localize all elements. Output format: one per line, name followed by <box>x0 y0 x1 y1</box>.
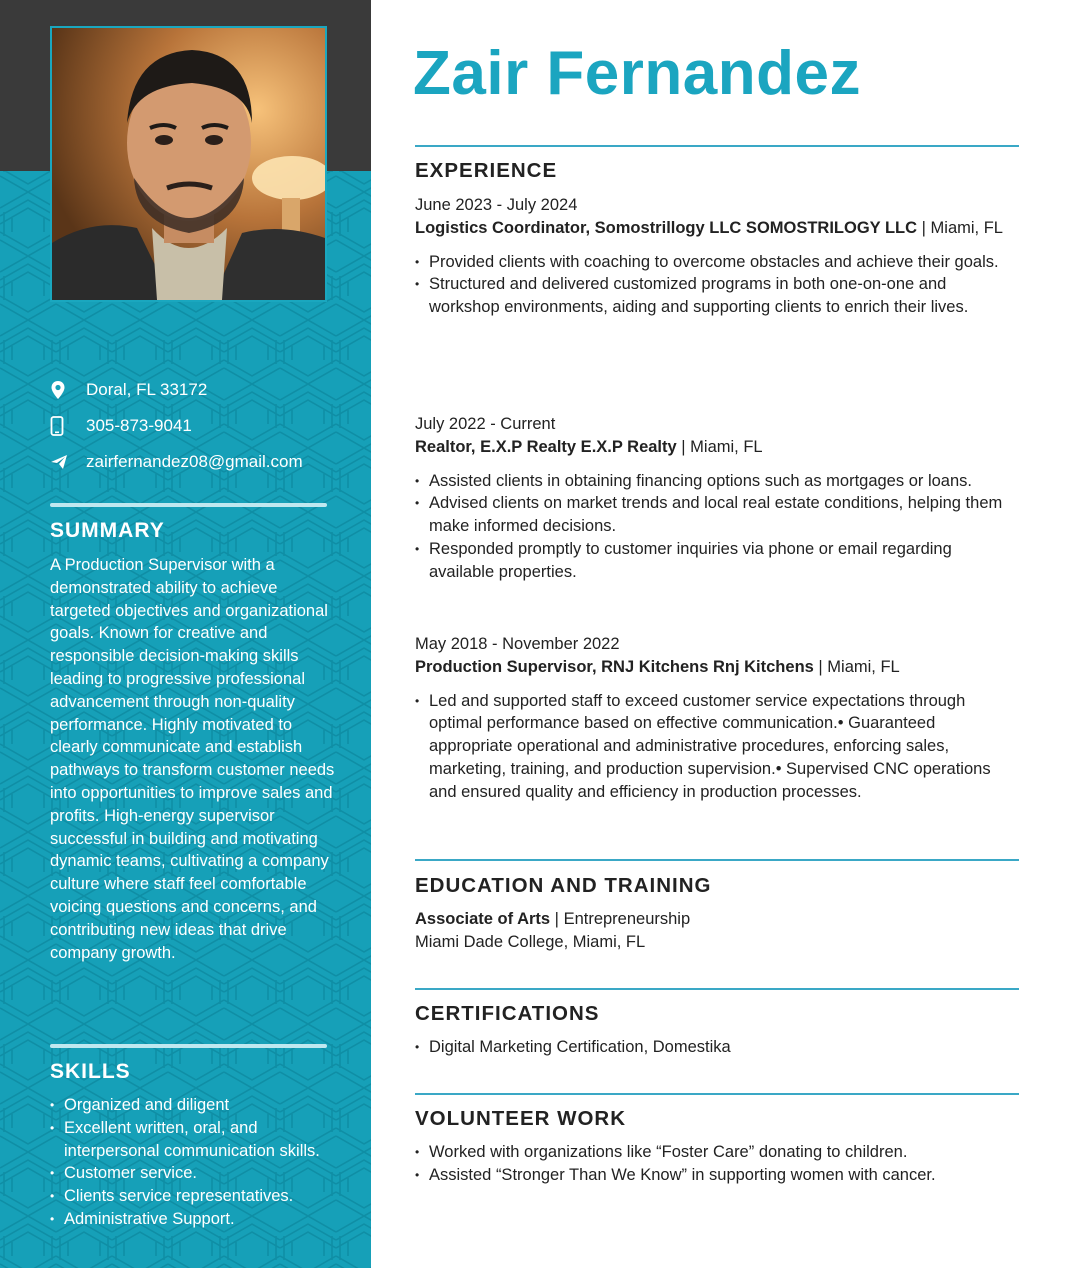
separator: | <box>917 218 931 237</box>
job-header <box>415 656 1019 679</box>
list-item: • Worked with organizations like “Foster Care” donating to children. <box>415 1141 1019 1164</box>
phone-icon <box>50 416 86 436</box>
list-item: • Responded promptly to customer inquiries via phone or email regarding available properties. <box>415 538 1019 584</box>
job-title: Production Supervisor, RNJ Kitchens Rnj Kitchens <box>415 657 814 676</box>
certifications-heading: CERTIFICATIONS <box>415 1002 600 1025</box>
candidate-name: Zair Fernandez <box>413 39 861 108</box>
volunteer-entry <box>415 1141 1019 1187</box>
job-title: Realtor, E.X.P Realty E.X.P Realty <box>415 437 677 456</box>
contact-info <box>50 372 340 480</box>
job-location: Miami, FL <box>827 657 900 676</box>
contact-address <box>50 372 340 408</box>
address-text: Doral, FL 33172 <box>86 380 208 399</box>
location-pin-icon <box>50 380 86 400</box>
skills-list <box>50 1094 335 1231</box>
list-item: • Provided clients with coaching to overcome obstacles and achieve their goals. <box>415 251 1019 274</box>
certifications-list <box>415 1036 1019 1059</box>
paper-plane-icon <box>50 454 86 470</box>
certifications-divider <box>415 988 1019 990</box>
job-dates: June 2023 - July 2024 <box>415 196 578 214</box>
volunteer-divider <box>415 1093 1019 1095</box>
list-item: • Clients service representatives. <box>50 1185 335 1208</box>
field-of-study: Entrepreneurship <box>563 910 691 928</box>
degree: Associate of Arts <box>415 910 551 928</box>
job-dates: July 2022 - Current <box>415 415 556 433</box>
job-bullets <box>415 690 1019 804</box>
list-item: • Assisted clients in obtaining financing options such as mortgages or loans. <box>415 470 1019 493</box>
volunteer-list <box>415 1141 1019 1187</box>
summary-divider <box>50 503 327 507</box>
job-entry <box>415 633 1019 804</box>
job-header <box>415 436 1019 459</box>
list-item: • Structured and delivered customized programs in both one-on-one and workshop environments, aiding and supporting clients to enrich their lives. <box>415 273 1019 319</box>
list-item: • Digital Marketing Certification, Domestika <box>415 1036 1019 1059</box>
job-bullets <box>415 470 1019 584</box>
list-item: • Advised clients on market trends and local real estate conditions, helping them make informed decisions. <box>415 492 1019 538</box>
education-entry <box>415 908 1019 954</box>
education-heading: EDUCATION AND TRAINING <box>415 874 712 897</box>
list-item: • Customer service. <box>50 1162 335 1185</box>
education-divider <box>415 859 1019 861</box>
job-location: Miami, FL <box>690 437 763 456</box>
experience-heading: EXPERIENCE <box>415 159 558 182</box>
list-item: • Administrative Support. <box>50 1208 335 1231</box>
certifications-entry <box>415 1036 1019 1059</box>
job-location: Miami, FL <box>930 218 1003 237</box>
email-text: zairfernandez08@gmail.com <box>86 452 303 471</box>
separator: | <box>550 910 564 928</box>
job-entry <box>415 413 1019 584</box>
skills-divider <box>50 1044 327 1048</box>
job-entry <box>415 194 1019 319</box>
contact-phone <box>50 408 340 444</box>
skills-heading: SKILLS <box>50 1060 131 1083</box>
job-header <box>415 217 1019 240</box>
list-item: • Led and supported staff to exceed customer service expectations through optimal performance based on effective communication.• Guaranteed appropriate operational and administrative procedures, enforcing sales, marketing, training, and production supervision.• Supervised CNC operations and ensured quality and efficiency in production processes. <box>415 690 1019 804</box>
list-item: • Excellent written, oral, and interpersonal communication skills. <box>50 1117 335 1163</box>
phone-text: 305-873-9041 <box>86 416 192 435</box>
degree-line <box>415 908 1019 931</box>
sidebar <box>0 0 371 1268</box>
school: Miami Dade College, Miami, FL <box>415 932 646 951</box>
profile-photo <box>50 26 327 302</box>
summary-text: A Production Supervisor with a demonstrated ability to achieve targeted objectives and organizational goals. Known for creative and responsible decision-making skills leading to progressive professional advancement through non-quality performance. Highly motivated to clearly communicate and establish pathways to transform customer needs into opportunities to improve sales and profits. High-energy supervisor successful in building and motivating dynamic teams, cultivating a company culture where staff feel comfortable voicing questions and concerns, and contributing new ideas that drive company growth. <box>50 556 335 962</box>
job-dates: May 2018 - November 2022 <box>415 635 620 653</box>
volunteer-heading: VOLUNTEER WORK <box>415 1107 627 1130</box>
job-bullets <box>415 251 1019 319</box>
job-title: Logistics Coordinator, Somostrillogy LLC SOMOSTRILOGY LLC <box>415 218 918 237</box>
experience-divider <box>415 145 1019 147</box>
list-item: • Assisted “Stronger Than We Know” in supporting women with cancer. <box>415 1164 1019 1187</box>
list-item: • Organized and diligent <box>50 1094 335 1117</box>
contact-email <box>50 444 340 480</box>
summary-heading: SUMMARY <box>50 519 165 542</box>
separator: | <box>813 657 828 676</box>
separator: | <box>676 437 691 456</box>
